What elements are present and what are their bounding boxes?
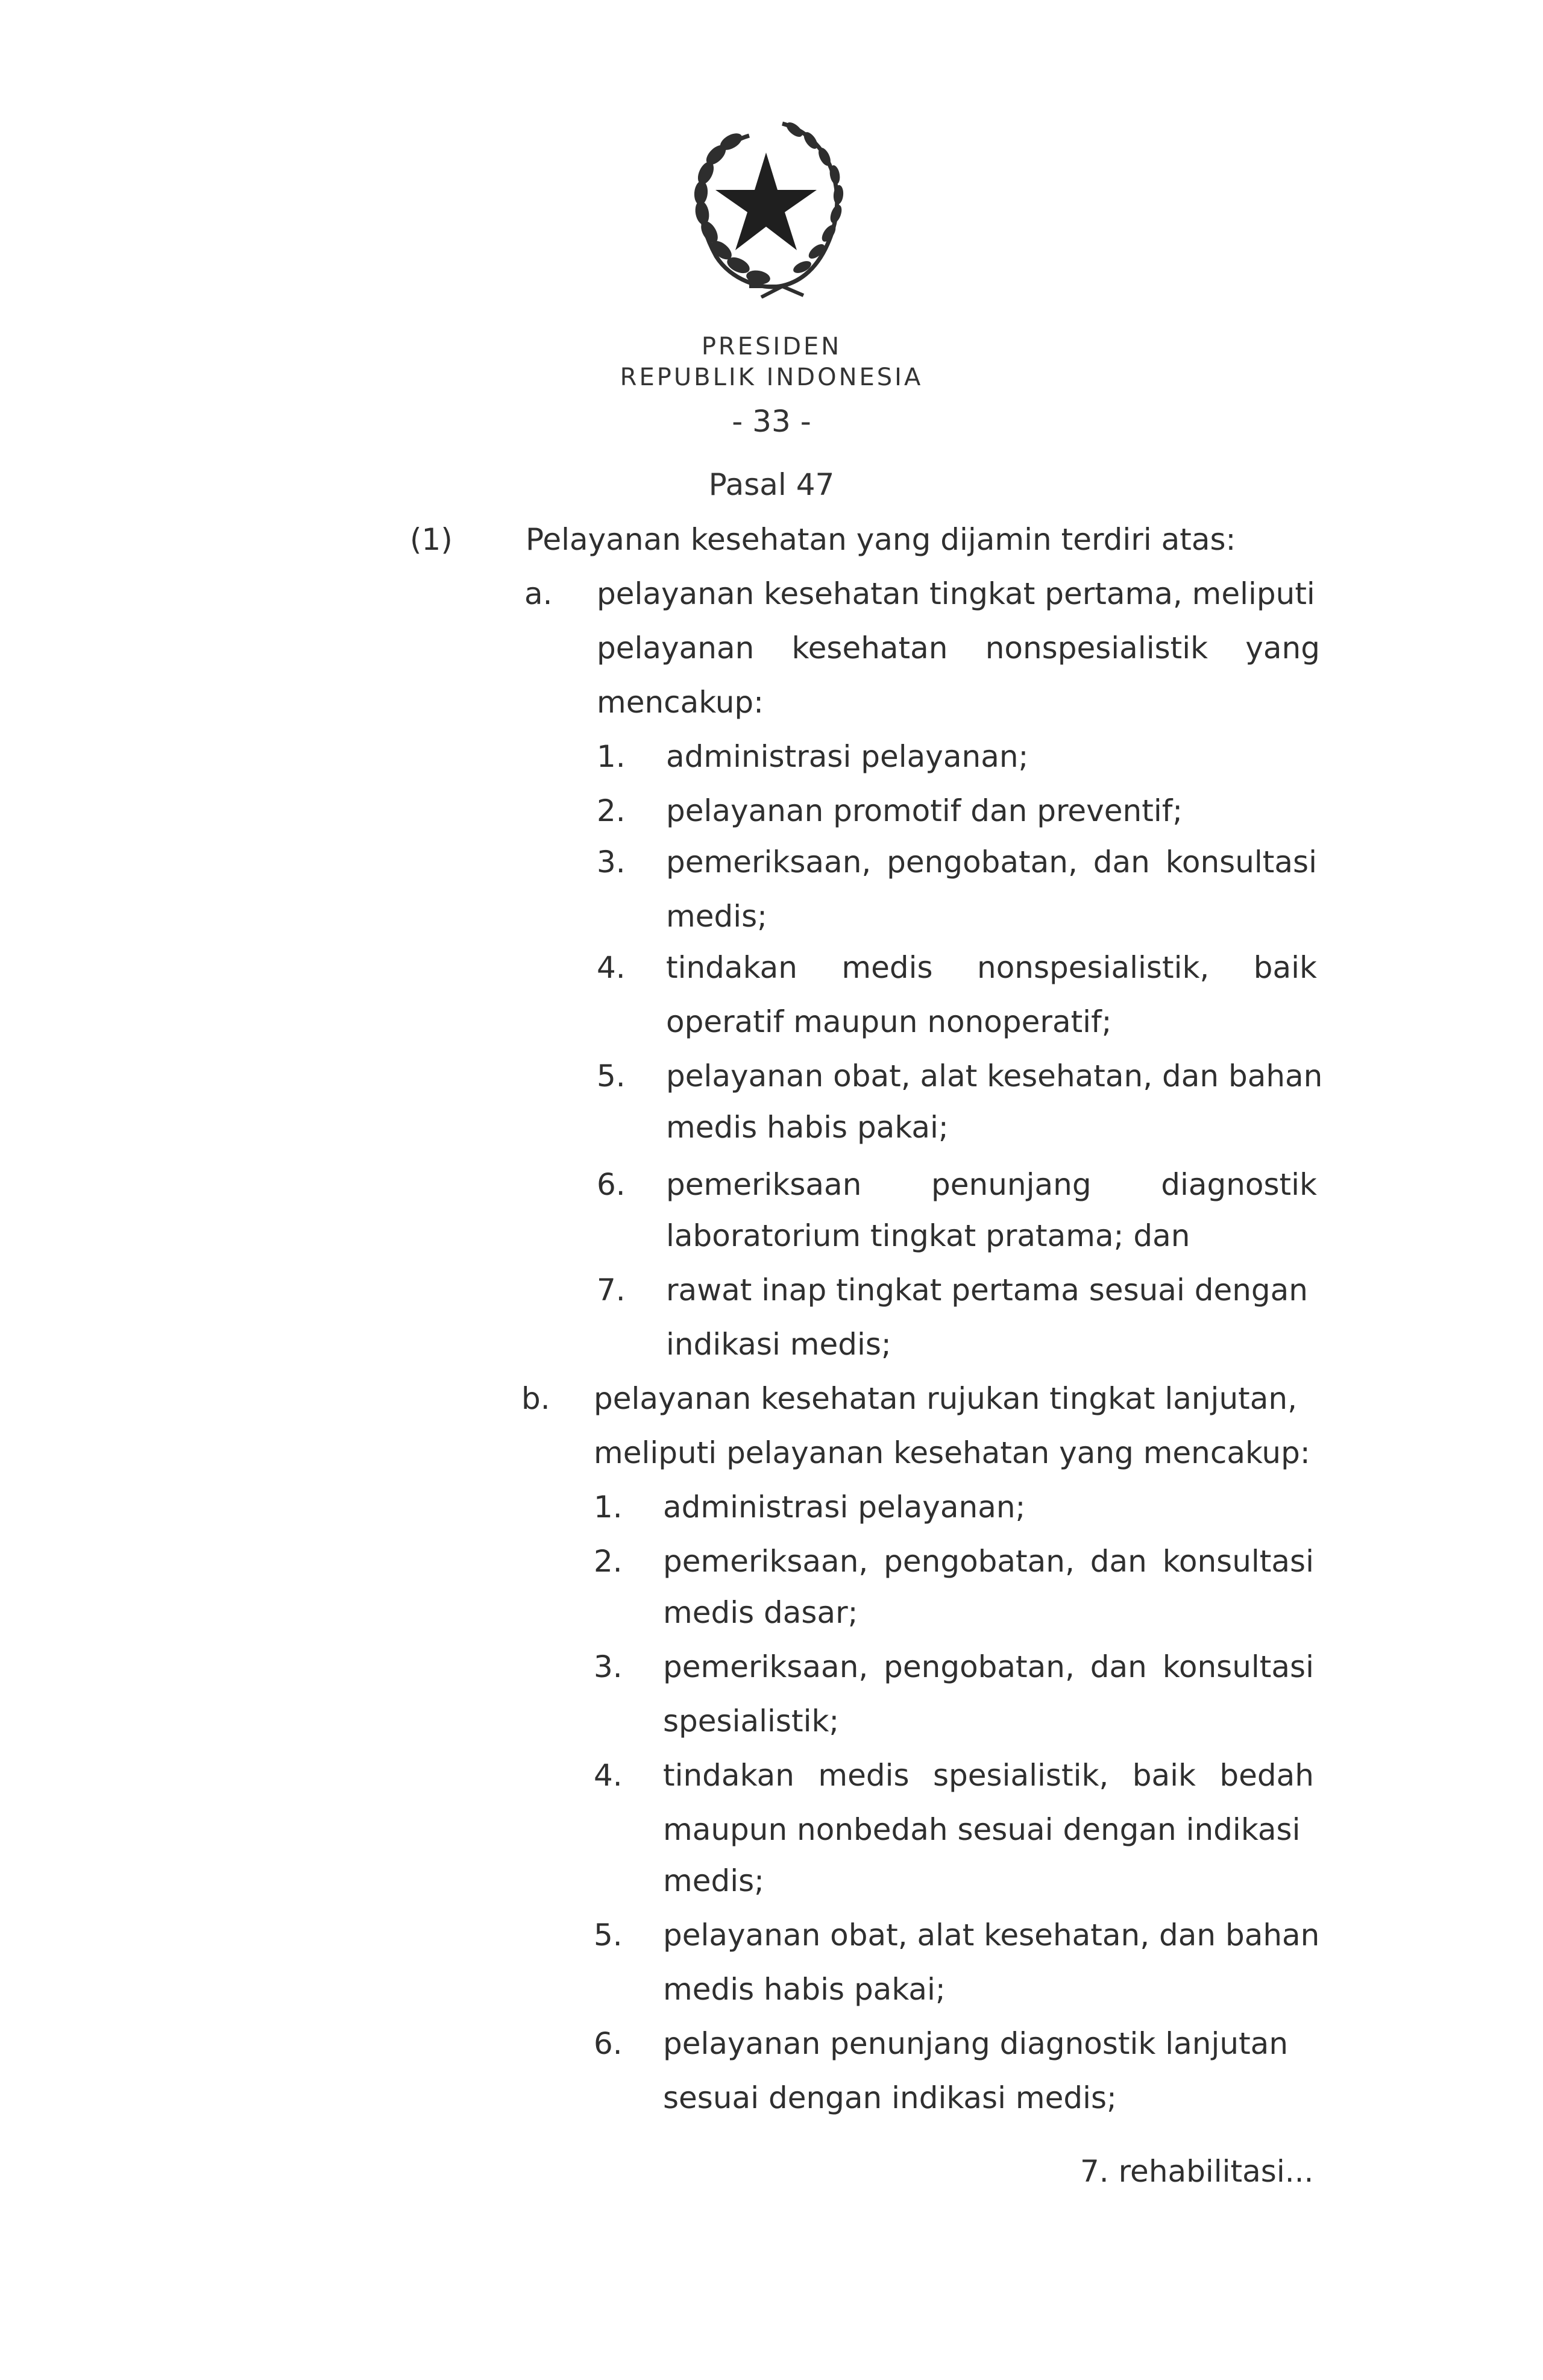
subitem-b-4-marker: 4. (594, 1758, 623, 1793)
item-a-line-1: pelayanan kesehatan tingkat pertama, meliputi (597, 576, 1315, 611)
subitem-b-6-marker: 6. (594, 2026, 623, 2061)
page-number: - 33 - (732, 404, 811, 439)
item-b-line-2: meliputi pelayanan kesehatan yang mencakup: (594, 1435, 1310, 1470)
subitem-b-4-line-2: maupun nonbedah sesuai dengan indikasi (663, 1812, 1301, 1847)
subitem-a-6-line-2: laboratorium tingkat pratama; dan (666, 1218, 1190, 1253)
letterhead-presiden: PRESIDEN (701, 333, 842, 360)
subitem-a-1-text: administrasi pelayanan; (666, 739, 1029, 774)
subitem-a-7-marker: 7. (597, 1273, 626, 1308)
presidential-seal-emblem (659, 105, 873, 298)
subitem-b-3-marker: 3. (594, 1649, 623, 1684)
subitem-a-2-text: pelayanan promotif dan preventif; (666, 793, 1183, 828)
subitem-b-5-line-2: medis habis pakai; (663, 1972, 946, 2007)
subitem-a-4-line-1: tindakan medis nonspesialistik, baik (666, 950, 1317, 985)
subitem-b-5-marker: 5. (594, 1918, 623, 1953)
subitem-b-1-marker: 1. (594, 1490, 623, 1525)
subitem-a-6-line-1: pemeriksaan penunjang diagnostik (666, 1167, 1317, 1202)
clause-text: Pelayanan kesehatan yang dijamin terdiri atas: (526, 522, 1236, 557)
subitem-b-3-line-2: spesialistik; (663, 1704, 840, 1739)
subitem-b-2-line-2: medis dasar; (663, 1595, 858, 1630)
subitem-b-6-line-1: pelayanan penunjang diagnostik lanjutan (663, 2026, 1289, 2061)
subitem-b-2-marker: 2. (594, 1544, 623, 1579)
subitem-b-4-line-3: medis; (663, 1863, 764, 1898)
subitem-a-7-line-1: rawat inap tingkat pertama sesuai dengan (666, 1273, 1308, 1308)
subitem-a-5-line-1: pelayanan obat, alat kesehatan, dan bahan (666, 1059, 1323, 1094)
item-b-line-1: pelayanan kesehatan rujukan tingkat lanjutan, (594, 1381, 1297, 1416)
subitem-a-1-marker: 1. (597, 739, 626, 774)
item-a-line-3: mencakup: (597, 685, 764, 720)
clause-number: (1) (410, 522, 453, 557)
subitem-b-4-line-1: tindakan medis spesialistik, baik bedah (663, 1758, 1314, 1793)
subitem-a-5-marker: 5. (597, 1059, 626, 1094)
subitem-a-2-marker: 2. (597, 793, 626, 828)
item-marker-b: b. (521, 1381, 550, 1416)
subitem-b-5-line-1: pelayanan obat, alat kesehatan, dan bahan (663, 1918, 1320, 1953)
article-heading: Pasal 47 (708, 467, 835, 502)
item-marker-a: a. (524, 576, 553, 611)
subitem-a-5-line-2: medis habis pakai; (666, 1110, 949, 1145)
subitem-a-3-line-1: pemeriksaan, pengobatan, dan konsultasi (666, 845, 1317, 880)
item-a-line-2: pelayanan kesehatan nonspesialistik yang (597, 631, 1320, 666)
letterhead-republik-indonesia: REPUBLIK INDONESIA (620, 364, 923, 391)
subitem-a-3-line-2: medis; (666, 899, 767, 934)
subitem-b-6-line-2: sesuai dengan indikasi medis; (663, 2080, 1117, 2115)
continuation-marker: 7. rehabilitasi... (1080, 2154, 1314, 2189)
subitem-a-4-marker: 4. (597, 950, 626, 985)
subitem-b-2-line-1: pemeriksaan, pengobatan, dan konsultasi (663, 1544, 1314, 1579)
subitem-a-6-marker: 6. (597, 1167, 626, 1202)
subitem-a-7-line-2: indikasi medis; (666, 1327, 891, 1362)
subitem-a-3-marker: 3. (597, 845, 626, 880)
subitem-b-3-line-1: pemeriksaan, pengobatan, dan konsultasi (663, 1649, 1314, 1684)
subitem-b-1-text: administrasi pelayanan; (663, 1490, 1026, 1525)
subitem-a-4-line-2: operatif maupun nonoperatif; (666, 1004, 1112, 1039)
